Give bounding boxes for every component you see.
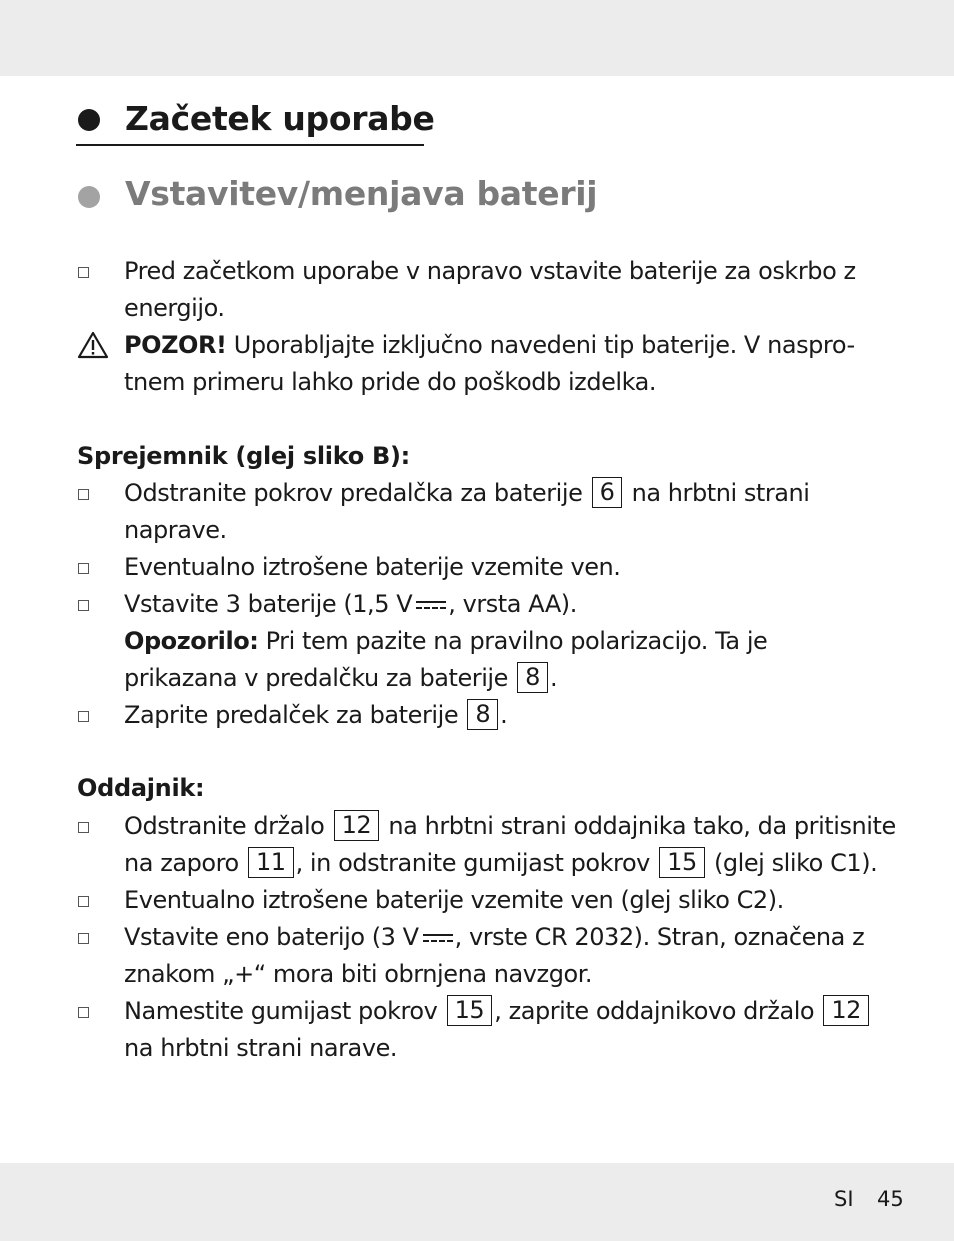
checkbox-bullet-icon: [78, 822, 89, 833]
reference-number: 12: [823, 995, 869, 1026]
warning-label: POZOR!: [124, 331, 227, 359]
checkbox-bullet-icon: [78, 711, 89, 722]
reference-number: 8: [467, 699, 498, 730]
checkbox-bullet-icon: [78, 563, 89, 574]
section-heading: [76, 98, 435, 146]
receiver-step-1: naprave.: [124, 516, 227, 544]
receiver-step-2: Eventualno iztrošene baterije vzemite ven.: [124, 553, 621, 581]
checkbox-bullet-icon: [78, 267, 89, 278]
warning-line: POZOR! Uporabljajte izključno navedeni tip baterije. V naspro-: [124, 331, 855, 359]
bullet-dot-icon: [78, 109, 100, 131]
transmitter-step-4: Namestite gumijast pokrov 15 , zaprite oddajnikovo držalo 12: [124, 993, 871, 1030]
receiver-heading: Sprejemnik (glej sliko B):: [77, 442, 410, 470]
intro-line: energijo.: [124, 294, 225, 322]
reference-number: 15: [659, 847, 705, 878]
warning-line: tnem primeru lahko pride do poškodb izdelka.: [124, 368, 657, 396]
reference-number: 11: [248, 847, 294, 878]
receiver-note: prikazana v predalčku za baterije 8 .: [124, 663, 558, 692]
transmitter-step-2: Eventualno iztrošene baterije vzemite ven (glej sliko C2).: [124, 886, 784, 914]
transmitter-step-1: Odstranite držalo 12 na hrbtni strani oddajnika tako, da pritisnite: [124, 811, 896, 840]
checkbox-bullet-icon: [78, 489, 89, 500]
checkbox-bullet-icon: [78, 1007, 89, 1018]
transmitter-step-1: na zaporo 11 , in odstranite gumijast pokrov 15 (glej sliko C1).: [124, 848, 878, 877]
transmitter-step-3: Vstavite eno baterijo (3 V , vrste CR 2032). Stran, označena z: [124, 923, 865, 951]
reference-number: 8: [517, 662, 548, 693]
receiver-step-4: Zaprite predalček za baterije 8 .: [124, 700, 508, 729]
receiver-note: Opozorilo: Pri tem pazite na pravilno polarizacijo. Ta je: [124, 627, 768, 655]
reference-number: 6: [592, 477, 623, 508]
receiver-step-3: Vstavite 3 baterije (1,5 V , vrsta AA).: [124, 590, 577, 618]
transmitter-step-4: na hrbtni strani narave.: [124, 1034, 398, 1062]
section-title: Začetek uporabe: [125, 99, 435, 138]
checkbox-bullet-icon: [78, 600, 89, 611]
header-band: [0, 0, 954, 76]
reference-number: 15: [447, 995, 493, 1026]
transmitter-heading: Oddajnik:: [77, 774, 205, 802]
receiver-step-1: Odstranite pokrov predalčka za baterije 6 na hrbtni strani: [124, 478, 810, 507]
page-number: 45: [877, 1187, 904, 1211]
reference-number: 12: [334, 810, 380, 841]
footer-language: SI: [834, 1187, 854, 1211]
dc-current-icon: [421, 927, 455, 947]
note-label: Opozorilo:: [124, 627, 259, 655]
footer-band: [0, 1163, 954, 1241]
checkbox-bullet-icon: [78, 933, 89, 944]
subsection-title: Vstavitev/menjava baterij: [125, 174, 598, 213]
transmitter-step-3: znakom „+“ mora biti obrnjena navzgor.: [124, 960, 593, 988]
bullet-dot-icon: [78, 186, 100, 208]
dc-current-icon: [414, 594, 448, 614]
intro-line: Pred začetkom uporabe v napravo vstavite baterije za oskrbo z: [124, 257, 856, 285]
warning-triangle-icon: [77, 331, 109, 359]
checkbox-bullet-icon: [78, 896, 89, 907]
